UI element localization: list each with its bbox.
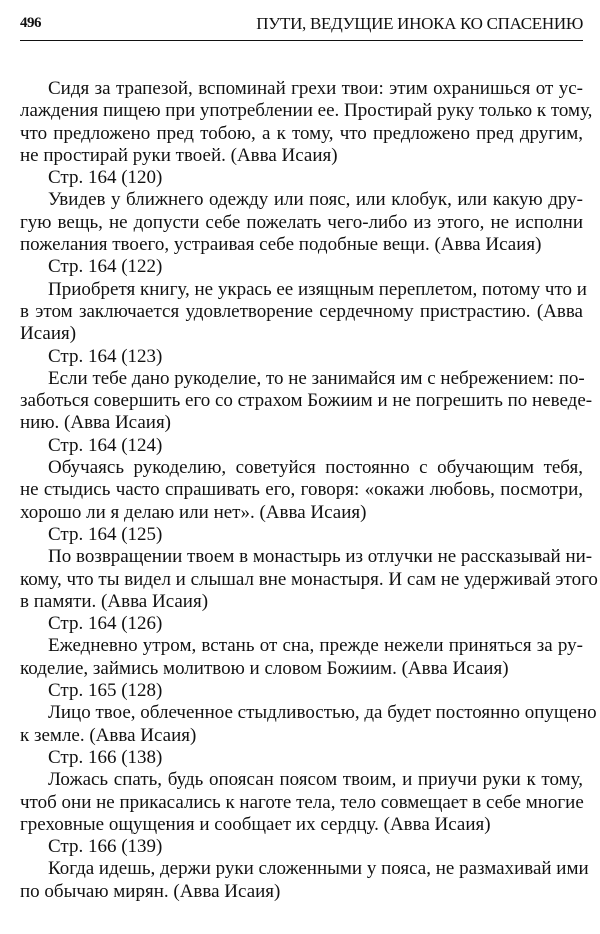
source-reference: Стр. 166 (139) xyxy=(48,836,163,858)
text-line: греховные ощущения и сообщает их сердцу. (Авва Исаия) xyxy=(20,813,491,835)
running-title: ПУТИ, ВЕДУЩИЕ ИНОКА КО СПАСЕНИЮ xyxy=(256,14,583,33)
text-line: пожелания твоего, устраивая себе подобные вещи. (Авва Исаия) xyxy=(20,234,542,256)
text-line: в памяти. (Авва Исаия) xyxy=(20,590,209,612)
text-line: в этом заключается удовлетворение сердечному пристрастию. (Авва xyxy=(20,300,583,322)
text-line: Увидев у ближнего одежду или пояс, или клобук, или какую дру- xyxy=(48,189,583,211)
text-line: заботься совершить его со страхом Божиим и не погрешить по неведе- xyxy=(20,390,593,412)
text-line: Ежедневно утром, встань от сна, прежде нежели приняться за ру- xyxy=(48,635,583,657)
text-line: Сидя за трапезой, вспоминай грехи твои: этим охранишься от ус- xyxy=(48,78,583,99)
source-reference: Стр. 165 (128) xyxy=(48,680,163,702)
paragraph xyxy=(20,367,593,435)
text-line: Приобретя книгу, не укрась ее изящным переплетом, потому что и xyxy=(48,278,587,300)
text-line: хорошо ли я делаю или нет». (Авва Исаия) xyxy=(20,501,367,523)
text-line: к земле. (Авва Исаия) xyxy=(20,724,197,746)
paragraph xyxy=(20,278,587,346)
text-line: лаждения пищею при употреблении ее. Простирай руку только к тому, xyxy=(20,100,593,122)
paragraph xyxy=(20,78,593,167)
text-line: Исаия) xyxy=(20,323,77,345)
text-line: Когда идешь, держи руки сложенными у пояса, не размахивай ими xyxy=(48,858,589,880)
source-reference: Стр. 164 (123) xyxy=(48,345,163,367)
text-line: что предложено пред тобою, а к тому, что предложено пред другим, xyxy=(20,122,583,144)
text-line: коделие, займись молитвою и словом Божиим. (Авва Исаия) xyxy=(20,657,509,679)
text-line: По возвращении твоем в монастырь из отлучки не рассказывай ни- xyxy=(48,546,593,568)
paragraph xyxy=(20,769,583,836)
source-reference: Стр. 164 (122) xyxy=(48,256,163,278)
source-reference: Стр. 164 (126) xyxy=(48,613,163,635)
text-line: кому, что ты видел и слышал вне монастыря. И сам не удерживай этого xyxy=(20,568,598,590)
source-reference: Стр. 164 (124) xyxy=(48,434,163,456)
text-line: Обучаясь рукоделию, советуйся постоянно с обучающим тебя, xyxy=(48,457,583,479)
paragraph xyxy=(20,858,589,903)
page-body xyxy=(20,78,598,903)
paragraph xyxy=(20,702,597,747)
text-line: чтоб они не прикасались к наготе тела, тело совмещает в себе многие xyxy=(20,791,584,813)
text-line: не стыдись часто спрашивать его, говоря: «окажи любовь, посмотри, xyxy=(20,479,583,501)
text-line: Если тебе дано рукоделие, то не занимайся им с небрежением: по- xyxy=(48,367,585,389)
text-line: по обычаю мирян. (Авва Исаия) xyxy=(20,880,281,902)
paragraph xyxy=(20,189,583,256)
source-reference: Стр. 164 (120) xyxy=(48,167,163,189)
text-line: гую вещь, не допусти себе пожелать чего-либо из этого, не исполни xyxy=(20,211,583,233)
text-line: нию. (Авва Исаия) xyxy=(20,412,172,434)
running-header xyxy=(20,12,583,41)
source-reference: Стр. 166 (138) xyxy=(48,746,163,768)
source-reference: Стр. 164 (125) xyxy=(48,523,163,545)
paragraph xyxy=(20,546,598,613)
text-line: не простирай руки твоей. (Авва Исаия) xyxy=(20,144,338,166)
page-number: 496 xyxy=(20,15,41,31)
text-line: Лицо твое, облеченное стыдливостью, да будет постоянно опущено xyxy=(48,702,597,724)
paragraph xyxy=(20,635,583,680)
paragraph xyxy=(20,457,583,524)
text-line: Ложась спать, будь опоясан поясом твоим, и приучи руки к тому, xyxy=(48,769,583,791)
